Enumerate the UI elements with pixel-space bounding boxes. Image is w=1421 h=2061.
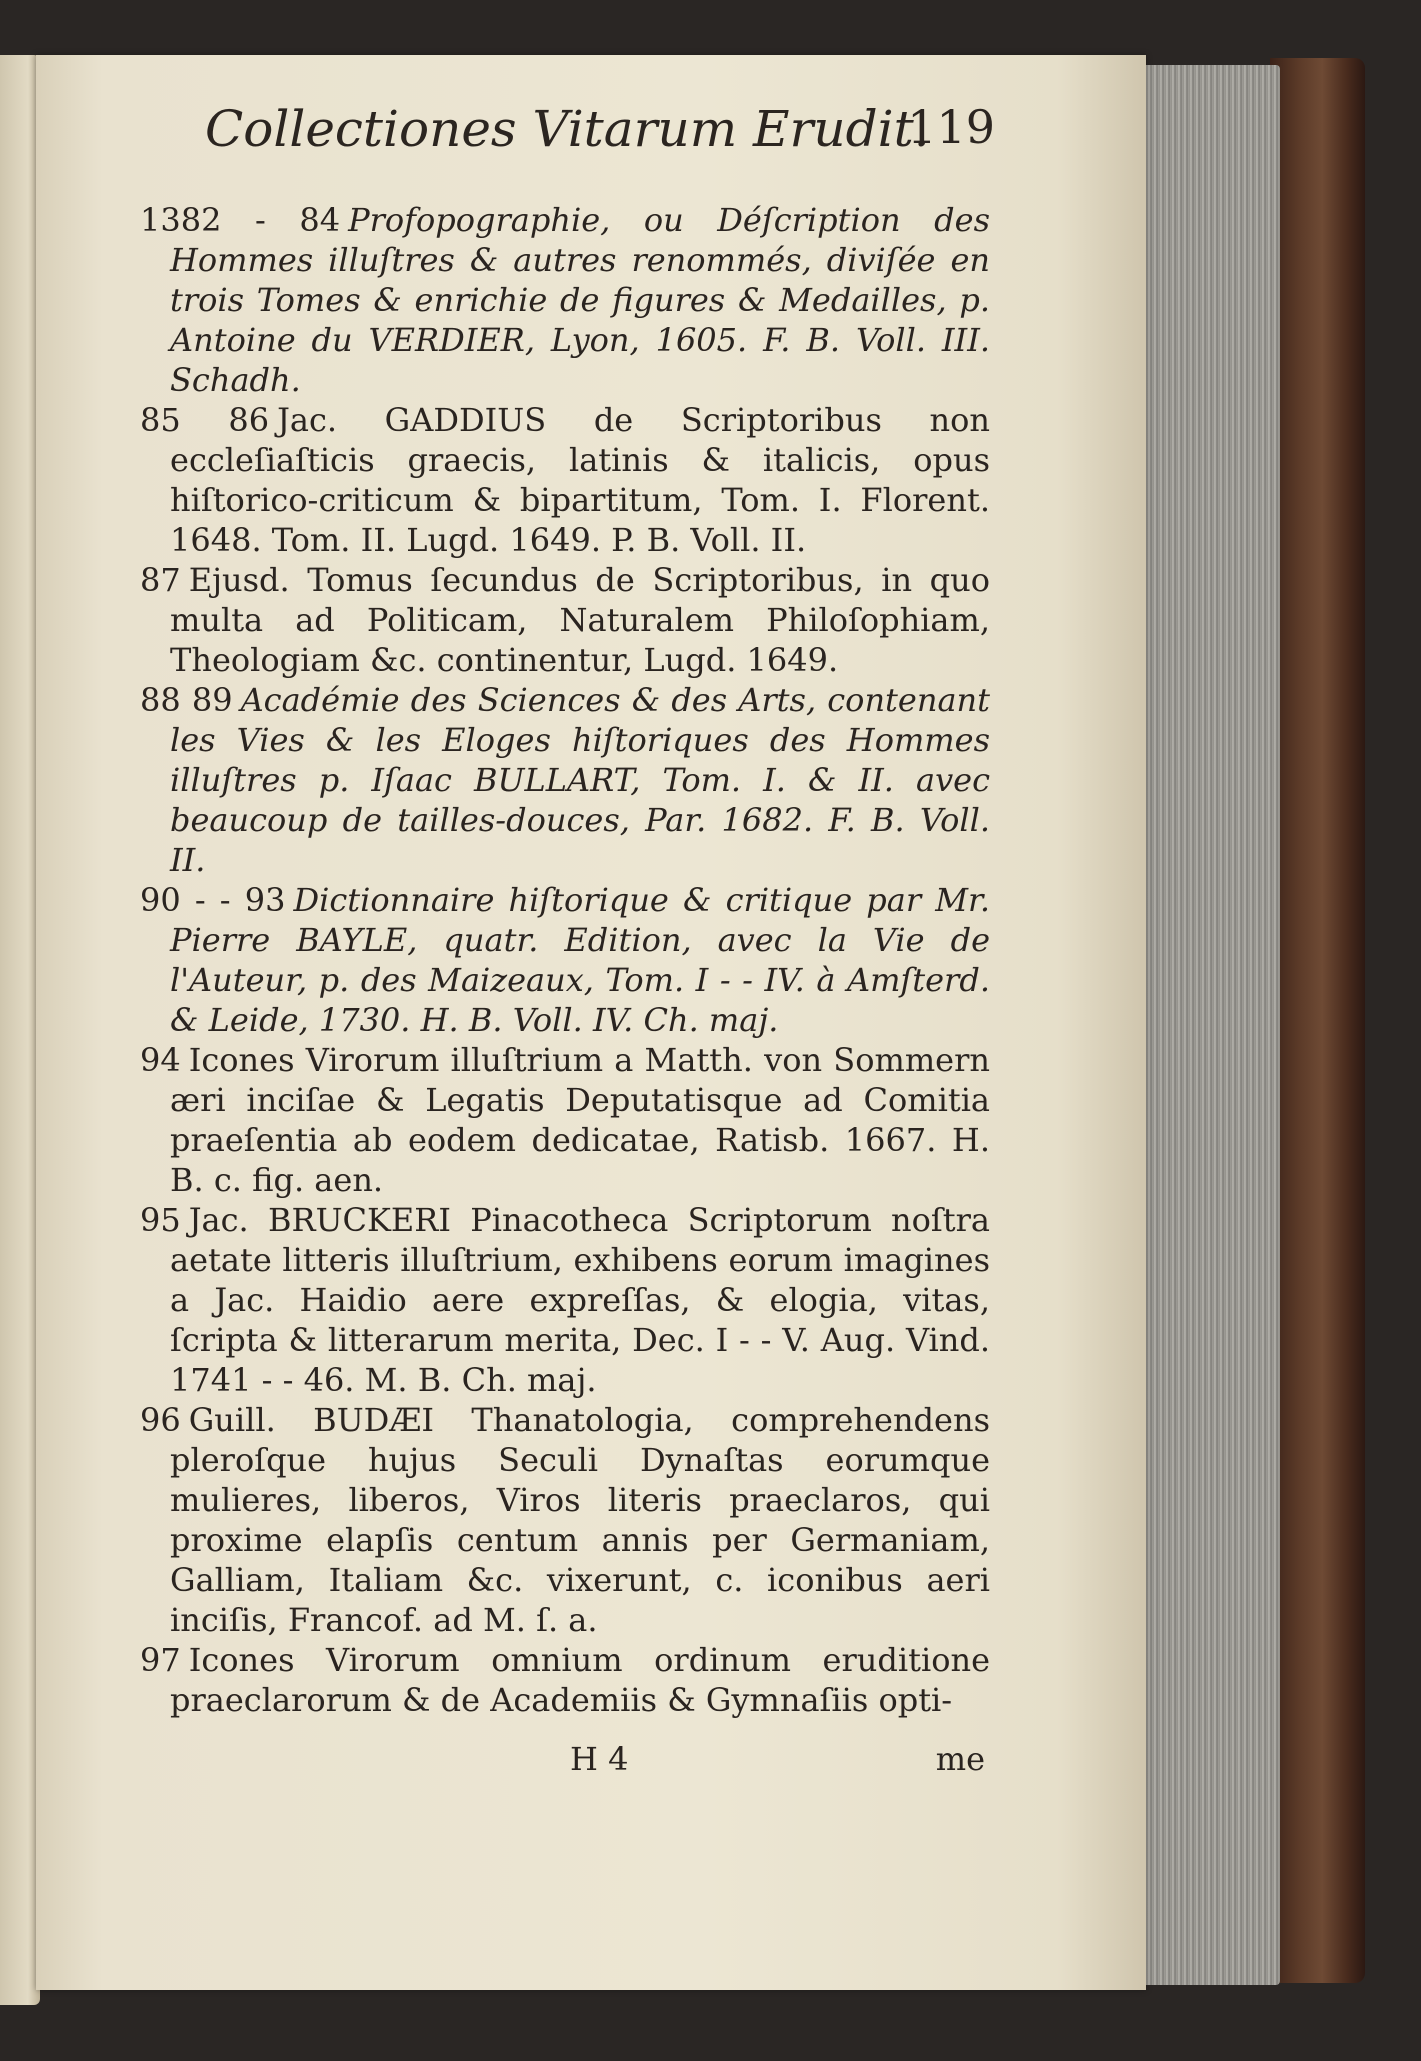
signature-mark: H 4 xyxy=(570,1740,629,1778)
entry-text: Icones Virorum illuſtrium a Matth. von Sommern æri inciſae & Legatis Deputatisque ad Comitia praeſentia ab eodem dedicatae, Ratisb. 1667. H. B. c. fig. aen. xyxy=(170,1041,990,1199)
page-footer xyxy=(570,1740,985,1780)
entry-number: 90 - - 93 xyxy=(140,881,286,919)
entry-text: Icones Virorum omnium ordinum eruditione praeclarorum & de Academiis & Gymnaſiis opti- xyxy=(170,1641,990,1719)
catalogue-entry xyxy=(140,1400,990,1640)
catalogue-entry xyxy=(140,680,990,880)
running-title: Collectiones Vitarum Erudit. xyxy=(205,100,930,158)
book-cover-edge xyxy=(1270,58,1365,1983)
entry-number: 96 xyxy=(140,1401,181,1439)
catalogue-entry xyxy=(140,560,990,680)
facing-page-edge xyxy=(0,55,40,2005)
entry-text: Ejusd. Tomus ſecundus de Scriptoribus, in quo multa ad Politicam, Naturalem Philoſophiam, Theologiam &c. continentur, Lugd. 1649. xyxy=(170,561,990,679)
entry-text: Jac. GADDIUS de Scriptoribus non eccleſiaſticis graecis, latinis & italicis, opus hiſtorico-criticum & bipartitum, Tom. I. Florent. 1648. Tom. II. Lugd. 1649. P. B. Voll. II. xyxy=(170,401,991,559)
entry-text: Académie des Sciences & des Arts, contenant les Vies & les Eloges hiſtoriques des Hommes illuſtres p. Iſaac BULLART, Tom. I. & II. avec beaucoup de tailles-douces, Par. 1682. F. B. Voll. II. xyxy=(170,681,991,879)
entry-number: 95 xyxy=(140,1201,181,1239)
entry-text: Jac. BRUCKERI Pinacotheca Scriptorum noſtra aetate litteris illuſtrium, exhibens eorum imagines a Jac. Haidio aere expreſſas, & elogia, vitas, ſcripta & litterarum merita, Dec. I - - V. Aug. Vind. 1741 - - 46. M. B. Ch. maj. xyxy=(170,1201,990,1399)
catalogue-entry xyxy=(140,200,990,400)
catchword: me xyxy=(935,1740,985,1778)
page-block-edges xyxy=(1135,65,1280,1985)
catalogue-entry xyxy=(140,400,990,560)
entry-number: 85 86 xyxy=(140,401,270,439)
catalogue-entry xyxy=(140,1640,990,1720)
catalogue-entry xyxy=(140,1040,990,1200)
entry-number: 88 89 xyxy=(140,681,233,719)
entry-number: 1382 - 84 xyxy=(140,201,341,239)
running-header xyxy=(205,100,995,180)
entry-number: 97 xyxy=(140,1641,181,1679)
page-number: 119 xyxy=(907,100,995,154)
entry-number: 87 xyxy=(140,561,181,599)
entry-text: Dictionnaire hiſtorique & critique par Mr. Pierre BAYLE, quatr. Edition, avec la Vie de l'Auteur, p. des Maizeaux, Tom. I - - IV. à Amſterd. & Leide, 1730. H. B. Voll. IV. Ch. maj. xyxy=(170,881,991,1039)
entry-text: Profopographie, ou Déſcription des Hommes illuſtres & autres renommés, diviſée en trois Tomes & enrichie de figures & Medailles, p. Antoine du VERDIER, Lyon, 1605. F. B. Voll. III. Schadh. xyxy=(170,201,991,399)
catalogue-entry xyxy=(140,880,990,1040)
entry-number: 94 xyxy=(140,1041,181,1079)
catalogue-entry xyxy=(140,1200,990,1400)
catalogue-entries xyxy=(140,200,990,1720)
entry-text: Guill. BUDÆI Thanatologia, comprehendens pleroſque hujus Seculi Dynaſtas eorumque mulieres, liberos, Viros literis praeclaros, qui proxime elapſis centum annis per Germaniam, Galliam, Italiam &c. vixerunt, c. iconibus aeri inciſis, Francof. ad M. ſ. a. xyxy=(170,1401,990,1639)
